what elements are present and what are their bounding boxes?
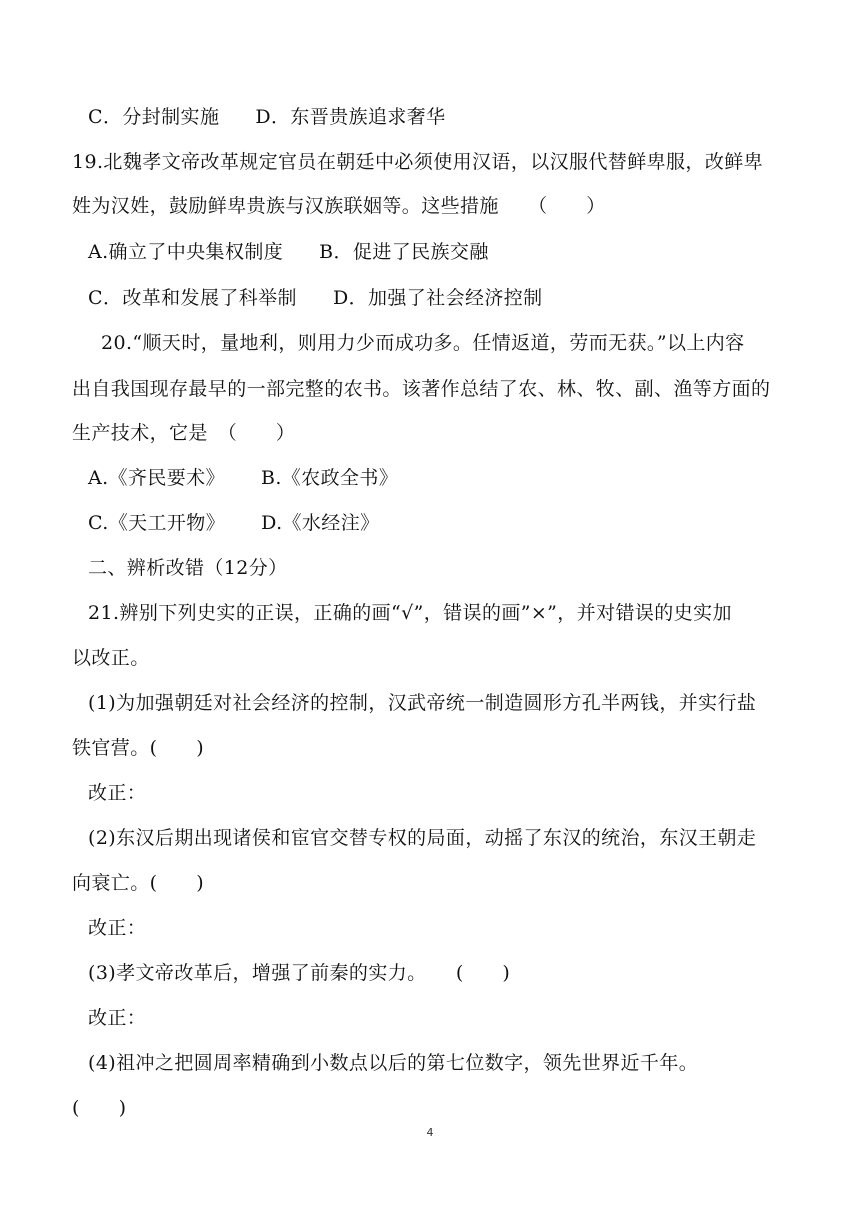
q20-stem-line2: 出自我国现存最早的一部完整的农书。该著作总结了农、林、牧、副、渔等方面的	[72, 378, 771, 400]
q20-option-b: B.《农政全书》	[260, 467, 399, 489]
q18-option-d: D．东晋贵族追求奢华	[255, 106, 446, 128]
q19-stem-line2: 姓为汉姓，鼓励鲜卑贵族与汉族联姻等。这些措施 （ ）	[72, 195, 606, 217]
q19-stem-line1: 19.北魏孝文帝改革规定官员在朝廷中必须使用汉语，以汉服代替鲜卑服，改鲜卑	[72, 151, 764, 173]
page-number: 4	[426, 1126, 434, 1139]
q20-options-cd	[88, 510, 380, 536]
q21-item-4-line2: ( )	[72, 1097, 127, 1119]
q19-option-a: A.确立了中央集权制度	[88, 241, 284, 263]
q20-option-d: D.《水经注》	[261, 512, 380, 534]
section-heading: 二、辨析改错（12分）	[88, 557, 288, 579]
q20-stem-line1: 20.“顺天时，量地利，则用力少而成功多。任情返道，劳而无获。”以上内容	[101, 332, 745, 354]
q19-option-c: C．改革和发展了科举制	[88, 287, 297, 309]
q21-item-2-line1: (2)东汉后期出现诸侯和宦官交替专权的局面，动摇了东汉的统治，东汉王朝走	[88, 827, 757, 849]
q21-item-3-correction-label: 改正：	[88, 1007, 147, 1029]
q20-option-c: C.《天工开物》	[88, 512, 226, 534]
q21-item-2-correction-label: 改正：	[88, 917, 147, 939]
q18-options-cd	[88, 104, 446, 130]
q21-item-1-line2: 铁官营。( )	[72, 737, 205, 759]
q19-option-d: D．加强了社会经济控制	[332, 287, 543, 309]
q19-options-ab	[88, 239, 489, 265]
q21-item-1-correction-label: 改正：	[88, 782, 147, 804]
q21-item-4-line1: (4)祖冲之把圆周率精确到小数点以后的第七位数字，领先世界近千年。	[88, 1052, 699, 1074]
q21-item-1-line1: (1)为加强朝廷对社会经济的控制，汉武帝统一制造圆形方孔半两钱，并实行盐	[88, 692, 757, 714]
q20-option-a: A.《齐民要术》	[88, 467, 225, 489]
q19-option-b: B．促进了民族交融	[319, 241, 489, 263]
q20-options-ab	[88, 465, 398, 491]
q21-stem-line2: 以改正。	[72, 647, 150, 669]
q19-options-cd	[88, 285, 543, 311]
q21-stem-line1: 21.辨别下列史实的正误，正确的画“√”，错误的画”×”，并对错误的史实加	[88, 602, 732, 624]
q18-option-c: C．分封制实施	[88, 106, 220, 128]
q21-item-2-line2: 向衰亡。( )	[72, 872, 205, 894]
q21-item-3-line1: (3)孝文帝改革后，增强了前秦的实力。 ( )	[88, 962, 511, 984]
q20-stem-line3: 生产技术，它是 （ ）	[72, 422, 296, 444]
